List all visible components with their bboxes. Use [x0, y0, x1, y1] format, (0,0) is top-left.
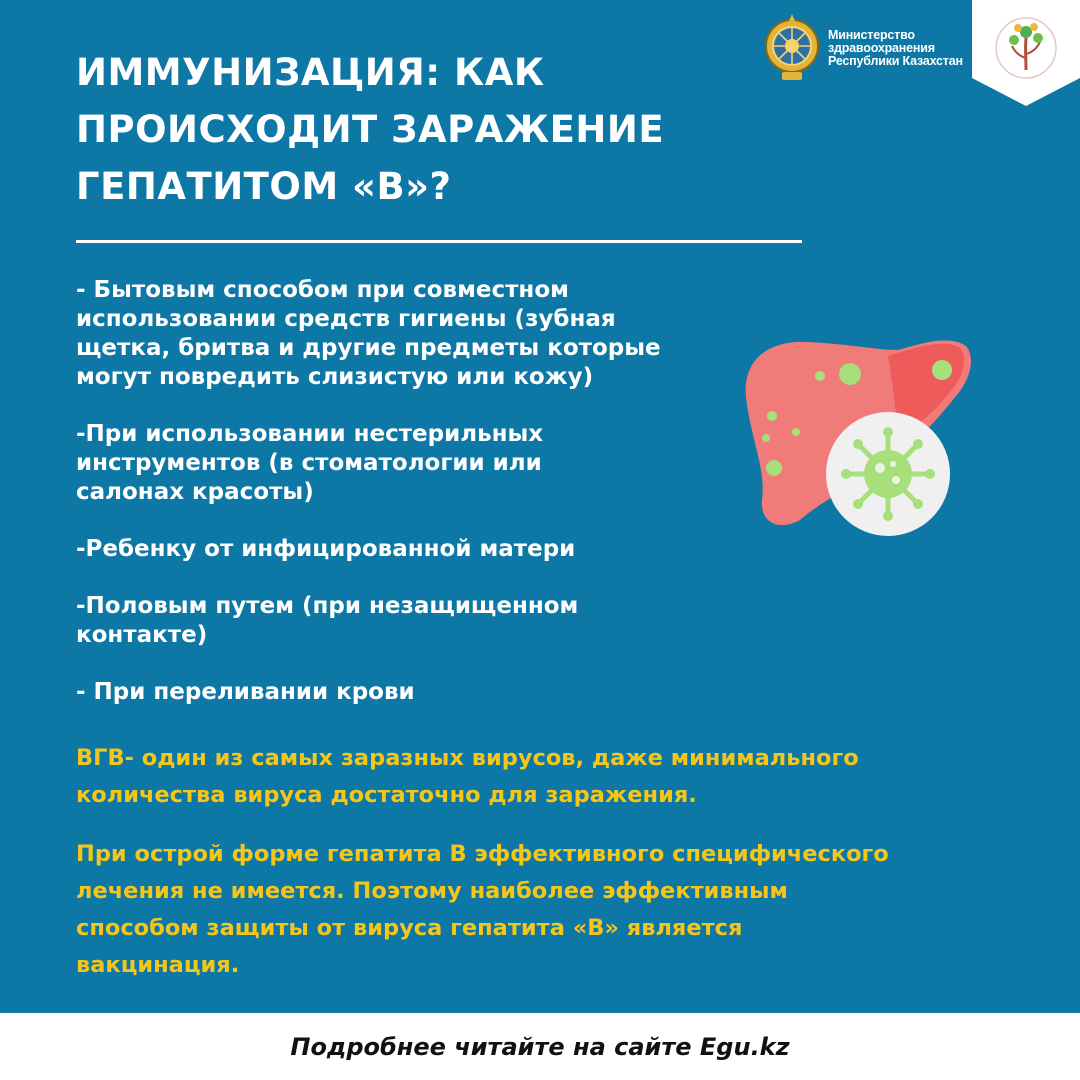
- title-line: ПРОИСХОДИТ ЗАРАЖЕНИЕ: [76, 108, 665, 151]
- info-note: При острой форме гепатита В эффективного специфического лечения не имеется. Поэтому наиболее эффективным способом защиты от вируса гепатита «В» является вакцинация.: [76, 841, 889, 978]
- ministry-name: Министерство здравоохранения Республики Казахстан: [828, 27, 963, 68]
- list-item: - Бытовым способом при совместном использовании средств гигиены (зубная щетка, бритва и другие предметы которые могут повредить слизистую или кожу): [76, 277, 661, 390]
- footer-bar: [0, 1013, 1080, 1080]
- list-item: -Половым путем (при незащищенном контакте): [76, 593, 579, 648]
- list-item: - При переливании крови: [76, 679, 415, 705]
- tree-logo-icon: [972, 0, 1080, 108]
- page-title: [76, 44, 796, 215]
- kazakhstan-emblem-icon: [764, 12, 820, 84]
- liver-virus-icon: [738, 328, 978, 538]
- transmission-list: [76, 276, 776, 707]
- info-note: ВГВ- один из самых заразных вирусов, даже минимального количества вируса достаточно для заражения.: [76, 745, 859, 808]
- title-divider: [76, 240, 802, 243]
- list-item: -Ребенку от инфицированной матери: [76, 536, 576, 562]
- ministry-logo: [764, 12, 963, 84]
- title-line: ИММУНИЗАЦИЯ: КАК: [76, 51, 545, 94]
- title-line: ГЕПАТИТОМ «В»?: [76, 165, 452, 208]
- footer-link-text[interactable]: Подробнее читайте на сайте Egu.kz: [290, 1032, 790, 1061]
- list-item: -При использовании нестерильных инструментов (в стоматологии или салонах красоты): [76, 421, 544, 505]
